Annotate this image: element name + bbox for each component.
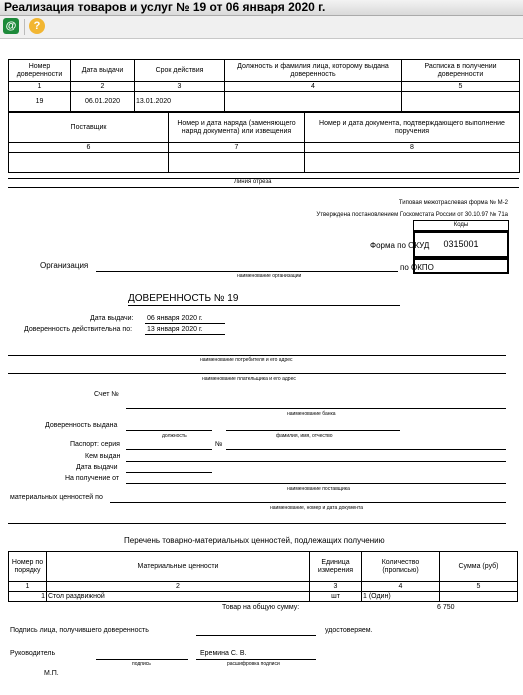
header-cell: Номер и дата наряда (заменяющего наряд документа) или извещения	[169, 113, 305, 143]
table-row	[9, 592, 518, 602]
account-label: Счет №	[94, 391, 119, 398]
num-cell: 3	[135, 82, 225, 92]
num-cell: 5	[402, 82, 520, 92]
counterfoil-table	[8, 59, 520, 112]
cut-line-bottom	[8, 187, 519, 188]
document-page	[0, 39, 523, 695]
num-cell: 6	[9, 143, 169, 153]
passport-date-line	[126, 472, 212, 473]
head-signature-line	[96, 659, 188, 660]
header-cell: Сумма (руб)	[440, 552, 518, 582]
cut-line-label: Линия отреза	[234, 179, 272, 185]
receive-label: На получение от	[65, 475, 120, 482]
items-table	[8, 551, 518, 602]
header-cell: Количество (прописью)	[362, 552, 440, 582]
email-icon[interactable]: @	[3, 18, 19, 34]
value-cell	[225, 92, 402, 112]
head-label: Руководитель	[10, 650, 56, 657]
sign-caption: подпись	[132, 661, 151, 667]
issuer-line	[126, 461, 506, 462]
consumer-caption: наименование потребителя и его адрес	[200, 357, 293, 363]
certify-label: удостоверяем.	[325, 627, 373, 634]
fio-line	[226, 430, 400, 431]
header-cell: Дата выдачи	[71, 60, 135, 82]
valid-label: Доверенность действительна по:	[24, 326, 133, 333]
value-cell: 06.01.2020	[71, 92, 135, 112]
payer-line	[8, 373, 506, 374]
issue-date-value: 06 января 2020 г.	[147, 315, 203, 322]
okud-code-box	[413, 231, 509, 258]
stamp-label: М.П.	[44, 670, 59, 677]
bank-caption: наименование банка	[287, 411, 336, 417]
holder-signature-line	[196, 635, 316, 636]
goods-label: материальных ценностей по	[10, 494, 103, 501]
consumer-line	[8, 355, 506, 356]
form-type: Типовая межотраслевая форма № М-2	[398, 200, 508, 206]
org-caption: наименование организации	[237, 273, 302, 279]
header-cell: Поставщик	[9, 113, 169, 143]
toolbar	[0, 16, 523, 39]
okpo-label: по ОКПО	[400, 263, 434, 272]
supplier-caption: наименование поставщика	[287, 486, 350, 492]
document-title: ДОВЕРЕННОСТЬ № 19	[128, 293, 239, 304]
issuer-label: Кем выдан	[85, 453, 121, 460]
account-line	[126, 408, 506, 409]
num-cell: 2	[71, 82, 135, 92]
payer-caption: наименование плательщика и его адрес	[202, 376, 296, 382]
okpo-code-box	[413, 258, 509, 274]
issued-label: Доверенность выдана	[45, 422, 118, 429]
header-cell: Номер по порядку	[9, 552, 47, 582]
title-line	[128, 305, 400, 306]
num-cell: 3	[310, 582, 362, 592]
position-caption: должность	[162, 433, 187, 439]
num-cell: 4	[362, 582, 440, 592]
num-cell: 1	[9, 82, 71, 92]
header-cell: Срок действия	[135, 60, 225, 82]
goods-line	[110, 502, 506, 503]
num-cell: 5	[440, 582, 518, 592]
value-cell: 19	[9, 92, 71, 112]
item-name: Стол раздвижной	[47, 592, 310, 602]
header-cell: Материальные ценности	[47, 552, 310, 582]
passport-label: Паспорт: серия	[70, 441, 120, 448]
items-title: Перечень товарно-материальных ценностей, подлежащих получению	[124, 536, 385, 545]
valid-value: 13 января 2020 г.	[147, 326, 203, 333]
toolbar-separator	[24, 19, 25, 35]
position-line	[126, 430, 212, 431]
passport-no-label: №	[215, 441, 223, 448]
valid-line	[145, 334, 225, 335]
header-cell: Единица измерения	[310, 552, 362, 582]
value-cell	[402, 92, 520, 112]
passport-series-line	[126, 449, 212, 450]
counterfoil-table-2	[8, 112, 520, 173]
header-cell: Должность и фамилия лица, которому выдана доверенность	[225, 60, 402, 82]
total-label: Товар на общую сумму:	[222, 604, 300, 611]
total-value: 6 750	[437, 604, 455, 611]
item-sum	[440, 592, 518, 602]
form-approval: Утверждена постановлением Госкомстата России от 30.10.97 № 71а	[316, 212, 508, 218]
help-icon[interactable]: ?	[29, 18, 45, 34]
issue-date-line	[145, 323, 225, 324]
receive-line	[126, 483, 506, 484]
header-cell: Номер доверенности	[9, 60, 71, 82]
num-cell: 8	[305, 143, 520, 153]
item-quantity: 1 (Один)	[362, 592, 440, 602]
okud-code: 0315001	[443, 239, 479, 249]
num-cell: 1	[9, 582, 47, 592]
value-cell: 13.01.2020	[135, 92, 225, 112]
window-title: Реализация товаров и услуг № 19 от 06 января 2020 г.	[0, 0, 523, 16]
passport-no-line	[226, 449, 506, 450]
header-cell: Номер и дата документа, подтверждающего выполнение поручения	[305, 113, 520, 143]
num-cell: 4	[225, 82, 402, 92]
codes-header: Коды	[413, 220, 509, 231]
item-unit: шт	[310, 592, 362, 602]
org-label: Организация	[40, 261, 89, 270]
num-cell: 2	[47, 582, 310, 592]
issue-date-label: Дата выдачи:	[90, 315, 134, 322]
section-divider	[8, 523, 506, 524]
row-number: 1	[9, 592, 47, 602]
decode-caption: расшифровка подписи	[227, 661, 280, 667]
fio-caption: фамилия, имя, отчество	[276, 433, 333, 439]
num-cell: 7	[169, 143, 305, 153]
okud-label: Форма по ОКУД	[370, 241, 430, 250]
head-name-line	[196, 659, 316, 660]
head-name: Еремина С. В.	[200, 650, 247, 657]
doc-caption: наименование, номер и дата документа	[270, 505, 364, 511]
header-cell: Расписка в получении доверенности	[402, 60, 520, 82]
passport-date-label: Дата выдачи	[76, 464, 118, 471]
org-line	[96, 271, 398, 272]
holder-signature-label: Подпись лица, получившего доверенность	[10, 627, 149, 634]
